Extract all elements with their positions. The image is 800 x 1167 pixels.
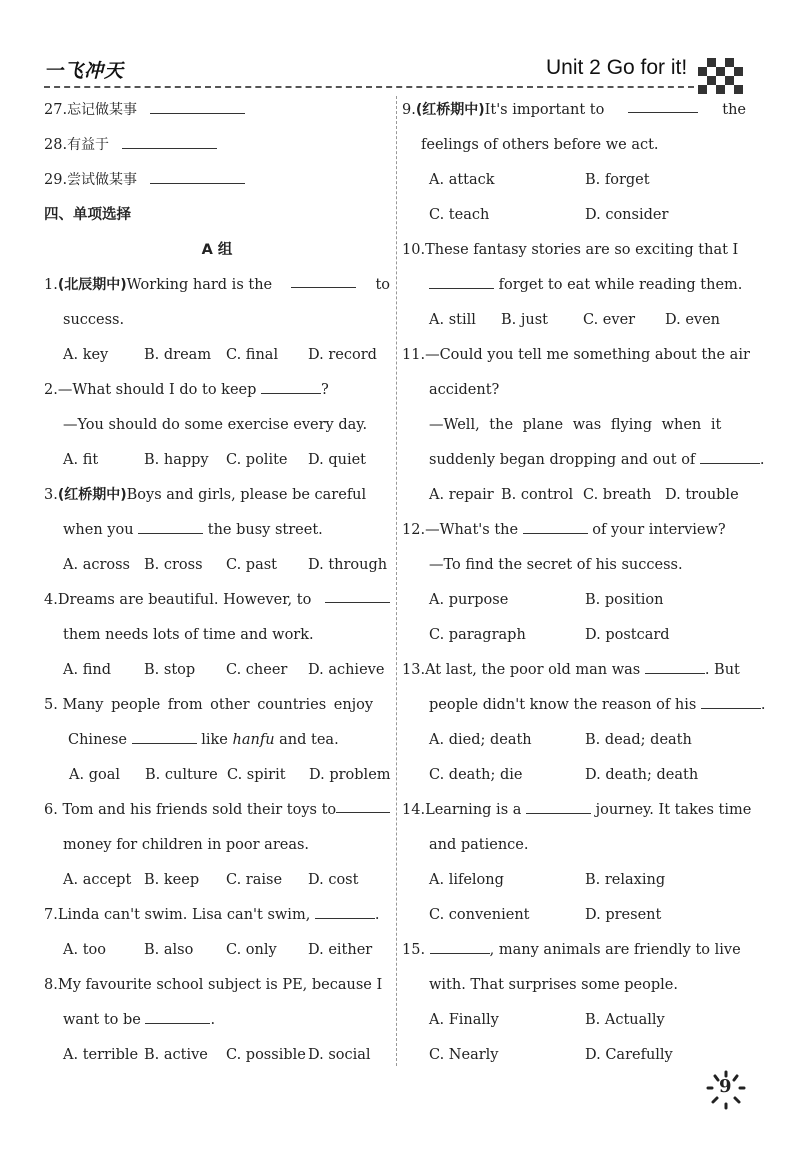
question-number: 8. <box>44 977 58 993</box>
option-a[interactable]: A. find <box>63 662 111 678</box>
question-10 <box>402 238 746 273</box>
question-13 <box>402 658 746 693</box>
question-text: the busy street. <box>207 522 323 538</box>
option-c[interactable]: C. convenient <box>429 907 530 923</box>
question-12 <box>402 518 746 553</box>
options <box>402 868 746 903</box>
option-d[interactable]: D. through <box>308 557 388 573</box>
options <box>44 938 390 973</box>
option-b[interactable]: B. control <box>501 487 574 503</box>
section-title: 四、单项选择 <box>44 207 131 223</box>
question-number: 6. <box>44 802 58 818</box>
option-a[interactable]: A. repair <box>429 487 494 503</box>
options <box>402 1008 746 1043</box>
checker-pattern-icon <box>698 58 744 94</box>
option-a[interactable]: A. too <box>63 942 106 958</box>
answer-blank[interactable] <box>150 169 245 184</box>
option-d[interactable]: D. consider <box>585 207 669 223</box>
question-text: At last, the poor old man was <box>425 662 641 678</box>
source-tag: (北辰期中) <box>57 277 127 293</box>
question-number: 10. <box>402 242 426 258</box>
question-text: feelings of others before we act. <box>421 137 659 153</box>
question-11 <box>402 343 750 378</box>
option-c[interactable]: C. polite <box>226 452 288 468</box>
question-text: ? <box>321 382 329 398</box>
page-number-text: 9 <box>719 1076 732 1097</box>
question-text: Tom and his friends sold their toys to <box>62 802 337 818</box>
options <box>402 308 746 343</box>
options <box>44 448 390 483</box>
option-b[interactable]: B. culture <box>145 767 218 783</box>
question-text: when you <box>63 522 134 538</box>
question-text: success. <box>63 312 125 328</box>
option-a[interactable]: A. died; death <box>429 732 532 748</box>
question-text: to <box>375 277 390 293</box>
option-b[interactable]: B. Actually <box>585 1012 665 1028</box>
option-c[interactable]: C. teach <box>429 207 490 223</box>
question-text: —Well, the plane was flying when it <box>429 417 722 433</box>
option-a[interactable]: A. Finally <box>429 1012 499 1028</box>
vocab-text: 有益于 <box>67 137 110 153</box>
option-a[interactable]: A. terrible <box>63 1047 139 1063</box>
question-text-line <box>44 1008 390 1043</box>
option-a[interactable]: A. attack <box>429 172 495 188</box>
option-d[interactable]: D. even <box>665 312 721 328</box>
option-c[interactable]: C. final <box>226 347 279 363</box>
option-c[interactable]: C. breath <box>583 487 652 503</box>
question-number: 11. <box>402 347 426 363</box>
option-b[interactable]: B. also <box>144 942 194 958</box>
question-6 <box>44 798 390 833</box>
question-number: 13. <box>402 662 426 678</box>
answer-blank[interactable] <box>700 449 760 464</box>
question-2 <box>44 378 390 413</box>
group-title: A 组 <box>201 242 233 258</box>
question-text: Linda can't swim. Lisa can't swim, <box>57 907 311 923</box>
option-a[interactable]: A. across <box>63 557 130 573</box>
options <box>402 1043 746 1078</box>
vocab-item <box>44 98 390 133</box>
option-d[interactable]: D. either <box>308 942 373 958</box>
page-number <box>706 1070 746 1110</box>
option-d[interactable]: D. problem <box>309 767 391 783</box>
question-number: 15. <box>402 942 426 958</box>
option-c[interactable]: C. raise <box>226 872 283 888</box>
question-text: suddenly began dropping and out of <box>429 452 696 468</box>
question-text: Chinese <box>68 732 128 748</box>
answer-blank[interactable] <box>336 798 390 813</box>
option-b[interactable]: B. stop <box>144 662 196 678</box>
option-b[interactable]: B. keep <box>144 872 200 888</box>
answer-blank[interactable] <box>315 904 375 919</box>
option-b[interactable]: B. cross <box>144 557 203 573</box>
option-d[interactable]: D. death; death <box>585 767 699 783</box>
vocab-number: 29. <box>44 172 68 188</box>
option-d[interactable]: D. social <box>308 1047 371 1063</box>
answer-blank[interactable] <box>122 134 217 149</box>
question-text: with. That surprises some people. <box>429 977 678 993</box>
options <box>402 763 746 798</box>
question-text: —What should I do to keep <box>57 382 257 398</box>
option-b[interactable]: B. dream <box>144 347 212 363</box>
question-number: 4. <box>44 592 58 608</box>
question-text: . <box>210 1012 216 1028</box>
question-text: journey. It takes time <box>595 802 752 818</box>
source-tag: (红桥期中) <box>57 487 127 503</box>
option-a[interactable]: A. purpose <box>429 592 509 608</box>
option-a[interactable]: A. lifelong <box>429 872 504 888</box>
options <box>402 168 746 203</box>
option-a[interactable]: A. still <box>429 312 476 328</box>
question-number: 12. <box>402 522 426 538</box>
answer-blank[interactable] <box>430 939 490 954</box>
options <box>402 588 746 623</box>
question-text: people didn't know the reason of his <box>429 697 697 713</box>
answer-blank[interactable] <box>145 1009 210 1024</box>
question-text: . <box>759 452 765 468</box>
options <box>44 763 390 798</box>
answer-blank[interactable] <box>628 98 698 113</box>
question-text: of your interview? <box>592 522 726 538</box>
option-d[interactable]: D. achieve <box>308 662 385 678</box>
series-logo: 一飞冲天 <box>44 60 125 82</box>
question-text: like <box>201 732 228 748</box>
question-text: —You should do some exercise every day. <box>63 417 368 433</box>
question-number: 14. <box>402 802 426 818</box>
question-text: —Could you tell me something about the air <box>425 347 750 363</box>
option-b[interactable]: B. dead; death <box>585 732 692 748</box>
question-number: 2. <box>44 382 58 398</box>
question-text: —What's the <box>425 522 519 538</box>
option-b[interactable]: B. position <box>585 592 664 608</box>
option-b[interactable]: B. happy <box>144 452 209 468</box>
options <box>44 868 390 903</box>
question-number: 3. <box>44 487 58 503</box>
vocab-number: 28. <box>44 137 68 153</box>
question-text: money for children in poor areas. <box>63 837 310 853</box>
question-text: the <box>722 102 746 118</box>
question-number: 9. <box>402 102 416 118</box>
question-text: accident? <box>429 382 500 398</box>
answer-blank[interactable] <box>291 273 356 288</box>
options <box>44 658 390 693</box>
question-text: and patience. <box>429 837 529 853</box>
question-number: 5. <box>44 697 58 713</box>
question-text: hanfu <box>232 732 275 748</box>
answer-blank[interactable] <box>132 729 197 744</box>
option-c[interactable]: C. possible <box>226 1047 306 1063</box>
header-divider <box>44 86 694 88</box>
option-d[interactable]: D. Carefully <box>585 1047 673 1063</box>
question-text: . <box>374 907 380 923</box>
question-text: Learning is a <box>425 802 522 818</box>
question-9 <box>402 98 746 133</box>
question-7 <box>44 903 390 938</box>
option-b[interactable]: B. relaxing <box>585 872 666 888</box>
question-3 <box>44 483 390 518</box>
options <box>402 903 746 938</box>
vocab-text: 忘记做某事 <box>67 102 138 118</box>
question-1 <box>44 273 390 308</box>
option-b[interactable]: B. active <box>144 1047 208 1063</box>
question-number: 1. <box>44 277 58 293</box>
option-a[interactable]: A. key <box>63 347 109 363</box>
options <box>44 553 390 588</box>
question-text: forget to eat while reading them. <box>498 277 743 293</box>
question-text-line <box>402 448 765 483</box>
option-d[interactable]: D. postcard <box>585 627 670 643</box>
question-text-line <box>402 273 746 308</box>
question-number: 7. <box>44 907 58 923</box>
option-b[interactable]: B. forget <box>585 172 650 188</box>
option-d[interactable]: D. quiet <box>308 452 366 468</box>
question-text: . But <box>704 662 740 678</box>
question-text: Boys and girls, please be careful <box>126 487 367 503</box>
option-d[interactable]: D. cost <box>308 872 359 888</box>
question-text: It's important to <box>484 102 605 118</box>
question-text-line <box>44 518 390 553</box>
right-column <box>402 98 766 1078</box>
answer-blank[interactable] <box>526 799 591 814</box>
question-text: Working hard is the <box>126 277 273 293</box>
question-text: These fantasy stories are so exciting that I <box>425 242 739 258</box>
options <box>402 728 746 763</box>
question-15 <box>402 938 746 973</box>
question-text: My favourite school subject is PE, because I <box>57 977 383 993</box>
question-text: and tea. <box>279 732 339 748</box>
vocab-item <box>44 168 390 203</box>
option-d[interactable]: D. record <box>308 347 377 363</box>
vocab-item <box>44 133 390 168</box>
question-text-line <box>44 728 390 763</box>
option-a[interactable]: A. goal <box>69 767 120 783</box>
vocab-text: 尝试做某事 <box>67 172 138 188</box>
answer-blank[interactable] <box>138 519 203 534</box>
answer-blank[interactable] <box>261 379 321 394</box>
option-b[interactable]: B. just <box>501 312 548 328</box>
unit-title: Unit 2 Go for it! <box>546 56 688 79</box>
question-text-line <box>402 693 766 728</box>
column-divider <box>396 96 397 1066</box>
options <box>402 623 746 658</box>
question-14 <box>402 798 752 833</box>
question-text: —To find the secret of his success. <box>429 557 683 573</box>
answer-blank[interactable] <box>325 588 390 603</box>
option-c[interactable]: C. ever <box>583 312 636 328</box>
option-a[interactable]: A. fit <box>63 452 99 468</box>
page-header <box>0 0 800 92</box>
answer-blank[interactable] <box>523 519 588 534</box>
question-text: Dreams are beautiful. However, to <box>57 592 312 608</box>
vocab-number: 27. <box>44 102 68 118</box>
option-c[interactable]: C. spirit <box>227 767 286 783</box>
question-text: . <box>760 697 766 713</box>
option-d[interactable]: D. trouble <box>665 487 739 503</box>
question-8 <box>44 973 390 1008</box>
option-c[interactable]: C. death; die <box>429 767 523 783</box>
options <box>402 483 746 518</box>
answer-blank[interactable] <box>429 274 494 289</box>
answer-blank[interactable] <box>645 659 705 674</box>
option-c[interactable]: C. paragraph <box>429 627 526 643</box>
option-d[interactable]: D. present <box>585 907 662 923</box>
option-a[interactable]: A. accept <box>63 872 132 888</box>
options <box>44 1043 390 1078</box>
option-c[interactable]: C. only <box>226 942 277 958</box>
option-c[interactable]: C. Nearly <box>429 1047 499 1063</box>
options <box>44 343 390 378</box>
question-text: , many animals are friendly to live <box>489 942 741 958</box>
question-text: Many people from other countries enjoy <box>62 697 374 713</box>
option-c[interactable]: C. past <box>226 557 277 573</box>
question-text: want to be <box>63 1012 141 1028</box>
source-tag: (红桥期中) <box>415 102 485 118</box>
answer-blank[interactable] <box>150 99 245 114</box>
answer-blank[interactable] <box>701 694 761 709</box>
question-text: them needs lots of time and work. <box>63 627 314 643</box>
left-column <box>44 98 390 1078</box>
option-c[interactable]: C. cheer <box>226 662 288 678</box>
question-4 <box>44 588 390 623</box>
options <box>402 203 746 238</box>
question-5 <box>44 693 390 728</box>
